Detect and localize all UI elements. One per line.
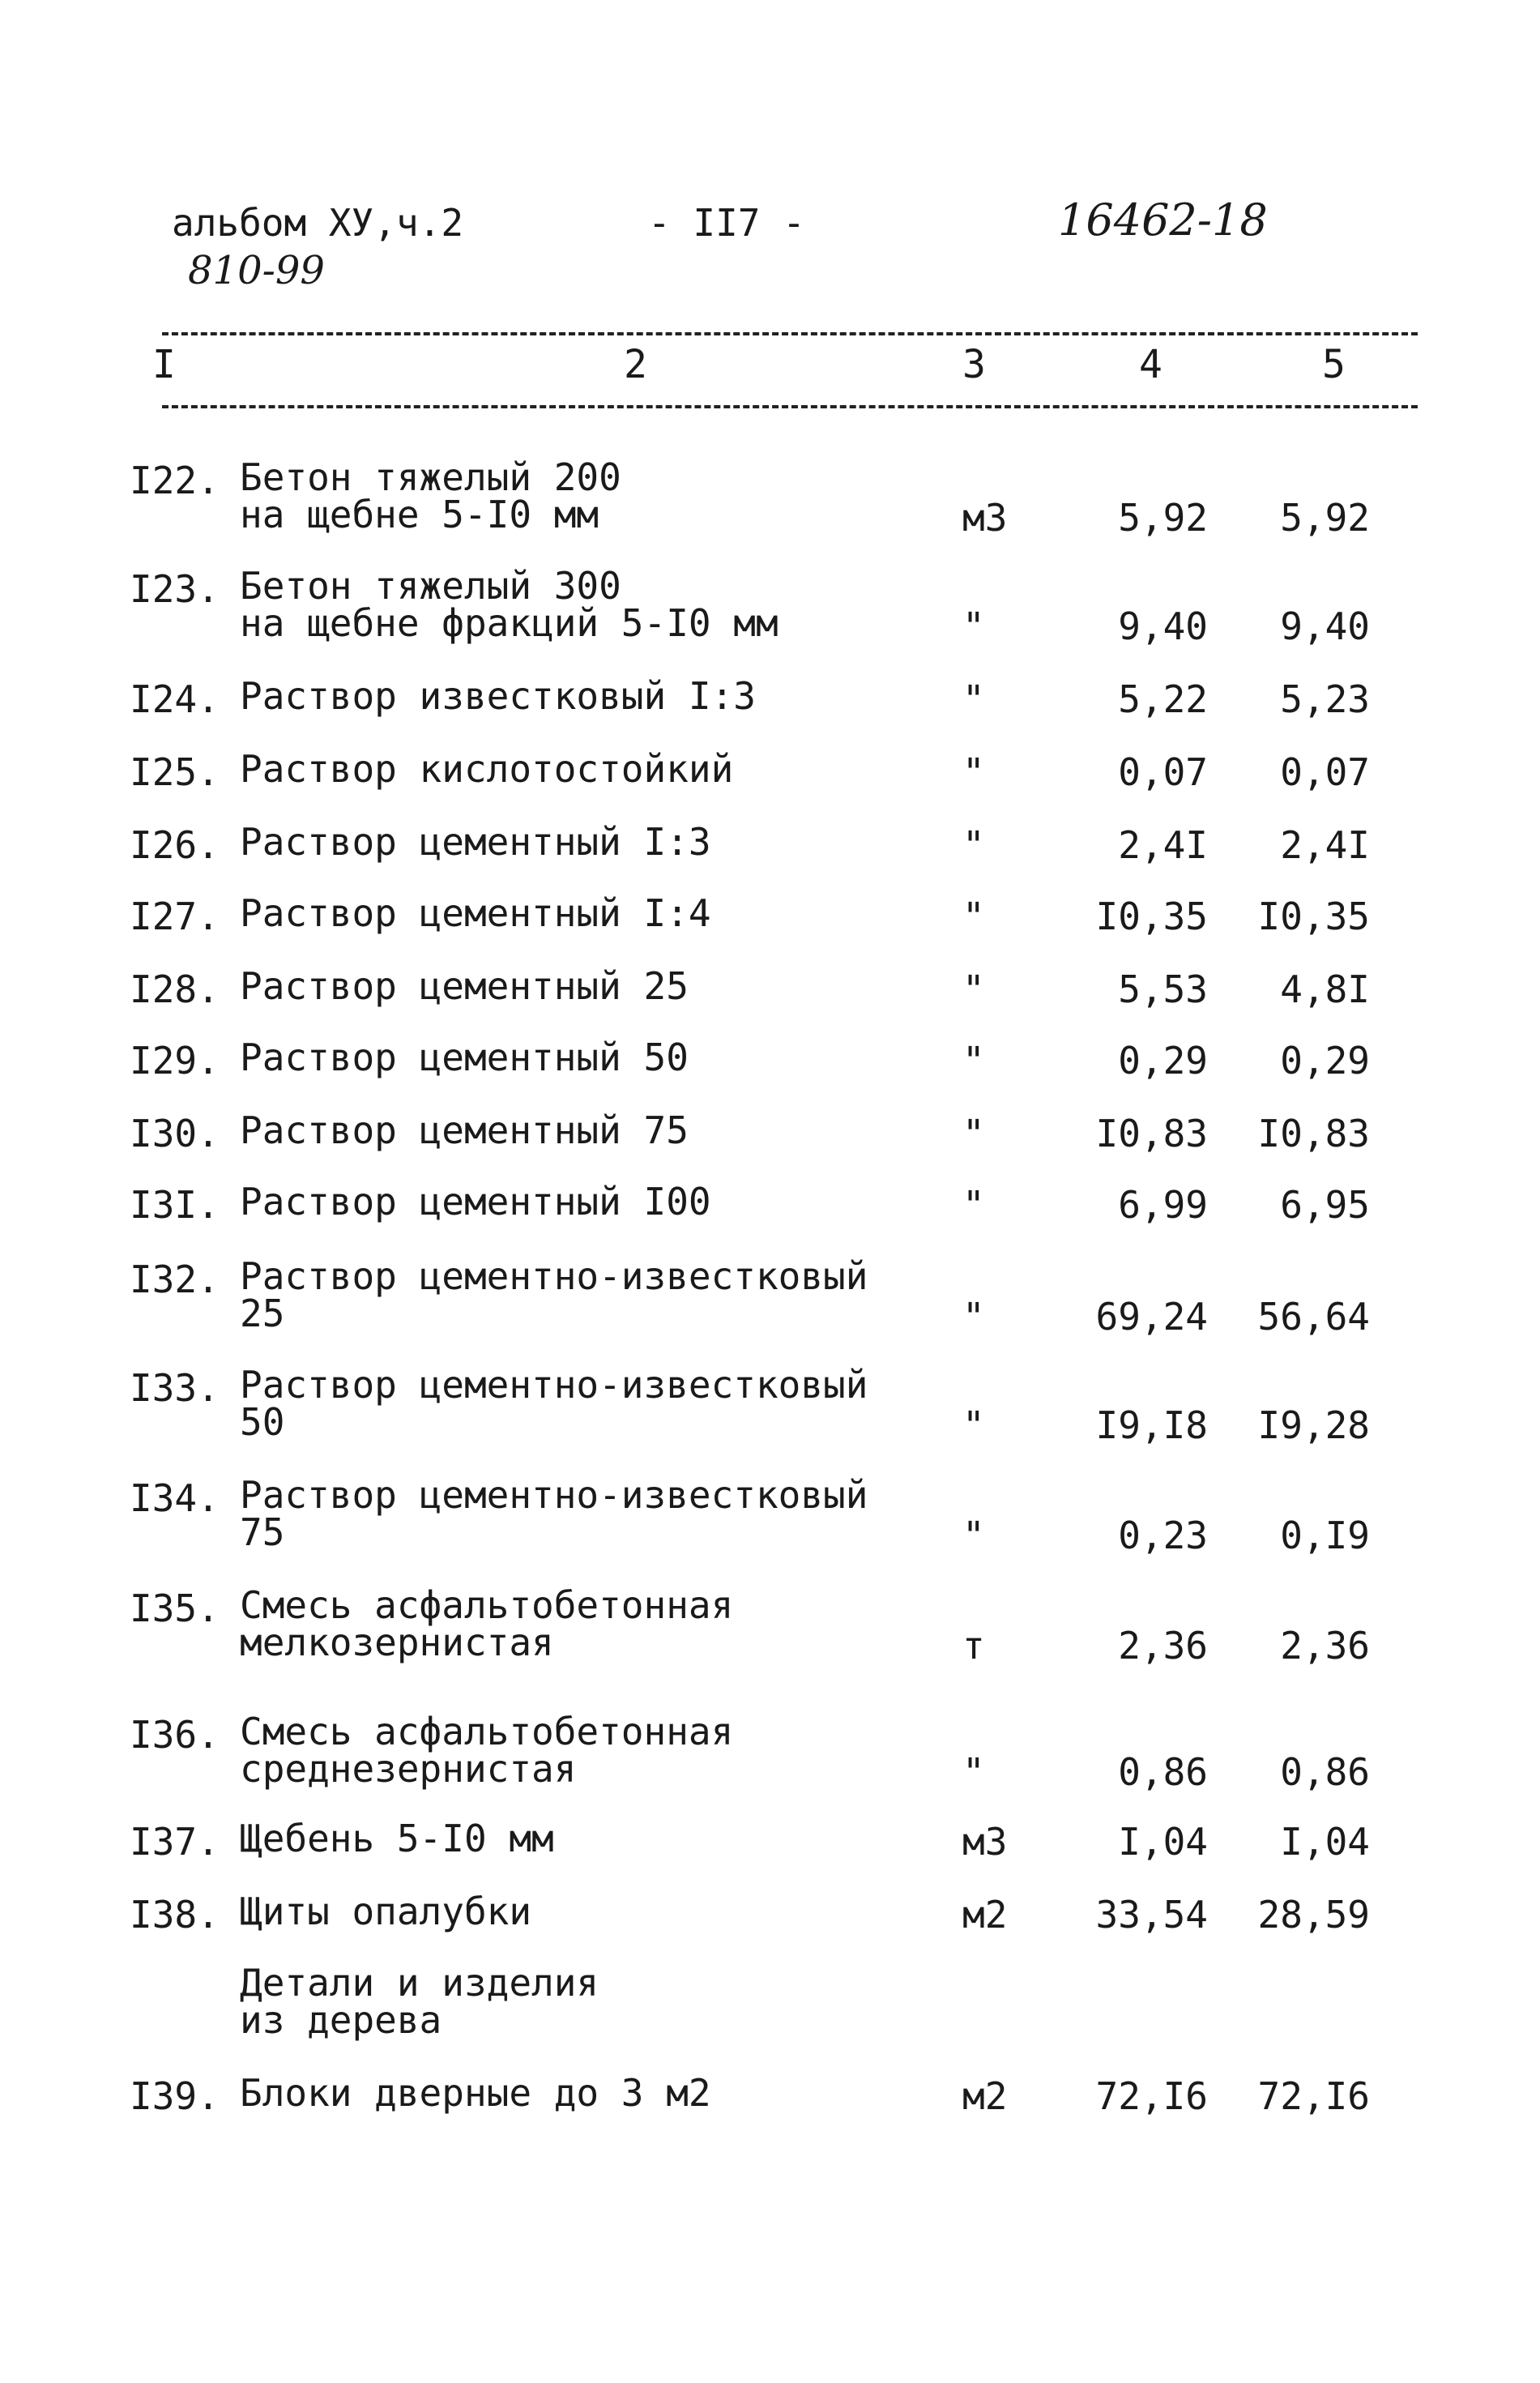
- row-name-line1: Бетон тяжелый 300: [240, 564, 621, 608]
- row-value-4: 5,22: [1118, 677, 1208, 721]
- row-value-4: 33,54: [1095, 1893, 1208, 1937]
- row-unit: м2: [962, 1893, 1008, 1937]
- row-value-4: 6,99: [1118, 1183, 1208, 1227]
- row-unit: ": [962, 967, 985, 1011]
- row-value-5: 0,I9: [1280, 1514, 1370, 1557]
- row-number: I38.: [130, 1893, 220, 1937]
- row-number: I24.: [130, 677, 220, 721]
- row-unit: ": [962, 1295, 985, 1339]
- row-value-5: 72,I6: [1257, 2074, 1370, 2118]
- row-unit: ": [962, 1403, 985, 1447]
- document-code: 16462-18: [1058, 194, 1268, 246]
- row-unit: ": [962, 1112, 985, 1155]
- row-number: I3I.: [130, 1183, 220, 1227]
- column-header-3: 3: [962, 342, 986, 387]
- document-subcode: 810-99: [188, 248, 325, 293]
- row-name-line1: Раствор цементно-известковый: [240, 1363, 868, 1407]
- header-divider-top: [162, 332, 1418, 335]
- row-name: Раствор цементный 25: [240, 964, 689, 1008]
- row-number: I32.: [130, 1258, 220, 1301]
- row-value-4: 0,23: [1118, 1514, 1208, 1557]
- row-unit: ": [962, 1183, 985, 1227]
- row-number: I33.: [130, 1366, 220, 1410]
- row-name: Раствор цементный 75: [240, 1108, 689, 1152]
- row-unit: ": [962, 895, 985, 938]
- row-value-4: 72,I6: [1095, 2074, 1208, 2118]
- row-name: Блоки дверные до 3 м2: [240, 2071, 711, 2115]
- row-value-5: 9,40: [1280, 604, 1370, 648]
- section-heading: [240, 1961, 599, 2042]
- row-value-5: 28,59: [1257, 1893, 1370, 1937]
- row-name-line2: среднезернистая: [240, 1747, 577, 1791]
- row-number: I29.: [130, 1039, 220, 1083]
- row-number: I37.: [130, 1820, 220, 1864]
- row-name: Раствор известковый I:3: [240, 674, 756, 718]
- row-name-line2: на щебне 5-I0 мм: [240, 493, 599, 536]
- row-number: I22.: [130, 459, 220, 502]
- row-value-5: 2,36: [1280, 1624, 1370, 1668]
- row-unit: т: [962, 1624, 985, 1668]
- row-value-5: 4,8I: [1280, 967, 1370, 1011]
- row-value-5: 0,86: [1280, 1750, 1370, 1794]
- row-value-4: 0,86: [1118, 1750, 1208, 1794]
- row-number: I34.: [130, 1476, 220, 1520]
- row-name: Раствор кислотостойкий: [240, 747, 734, 791]
- row-value-5: I0,35: [1257, 895, 1370, 938]
- row-number: I25.: [130, 750, 220, 794]
- column-header-5: 5: [1322, 342, 1346, 387]
- row-value-5: I9,28: [1257, 1403, 1370, 1447]
- row-number: I39.: [130, 2074, 220, 2118]
- row-value-4: 9,40: [1118, 604, 1208, 648]
- row-value-5: 5,23: [1280, 677, 1370, 721]
- row-name-line2: 75: [240, 1510, 285, 1554]
- row-value-4: I9,I8: [1095, 1403, 1208, 1447]
- row-value-5: 56,64: [1257, 1295, 1370, 1339]
- section-heading-line2: из дерева: [240, 1998, 442, 2042]
- row-number: I27.: [130, 895, 220, 938]
- row-unit: ": [962, 677, 985, 721]
- row-number: I35.: [130, 1587, 220, 1630]
- row-value-5: 5,92: [1280, 496, 1370, 540]
- row-number: I30.: [130, 1112, 220, 1155]
- row-unit: ": [962, 1039, 985, 1083]
- page-number: - II7 -: [648, 201, 805, 245]
- row-unit: ": [962, 823, 985, 867]
- row-unit: ": [962, 1750, 985, 1794]
- row-name: Щебень 5-I0 мм: [240, 1817, 554, 1860]
- column-header-2: 2: [624, 342, 647, 387]
- row-name-line2: на щебне фракций 5-I0 мм: [240, 601, 779, 645]
- row-name-line1: Раствор цементно-известковый: [240, 1473, 868, 1517]
- row-value-5: I,04: [1280, 1820, 1370, 1864]
- row-unit: ": [962, 1514, 985, 1557]
- row-value-4: I0,83: [1095, 1112, 1208, 1155]
- row-value-5: I0,83: [1257, 1112, 1370, 1155]
- column-header-1: I: [152, 342, 176, 387]
- row-unit: м2: [962, 2074, 1008, 2118]
- row-name: Раствор цементный I:3: [240, 820, 711, 864]
- row-number: I36.: [130, 1713, 220, 1757]
- row-unit: ": [962, 750, 985, 794]
- row-name: Раствор цементный 50: [240, 1036, 689, 1079]
- column-header-4: 4: [1139, 342, 1162, 387]
- section-heading-line1: Детали и изделия: [240, 1961, 599, 2005]
- row-number: I28.: [130, 967, 220, 1011]
- row-value-4: 5,53: [1118, 967, 1208, 1011]
- row-name-line2: мелкозернистая: [240, 1621, 554, 1664]
- header-divider-bottom: [162, 405, 1418, 408]
- row-value-4: I,04: [1118, 1820, 1208, 1864]
- row-value-4: I0,35: [1095, 895, 1208, 938]
- row-name-line1: Смесь асфальтобетонная: [240, 1710, 734, 1753]
- row-value-4: 0,29: [1118, 1039, 1208, 1083]
- album-label: альбом ХУ,ч.2: [172, 201, 464, 245]
- row-value-5: 0,29: [1280, 1039, 1370, 1083]
- row-value-5: 6,95: [1280, 1183, 1370, 1227]
- row-unit: м3: [962, 496, 1008, 540]
- row-name: Щиты опалубки: [240, 1890, 532, 1933]
- row-value-4: 2,4I: [1118, 823, 1208, 867]
- row-value-4: 5,92: [1118, 496, 1208, 540]
- row-name-line1: Смесь асфальтобетонная: [240, 1583, 734, 1627]
- row-name: Раствор цементный I00: [240, 1180, 711, 1224]
- row-unit: ": [962, 604, 985, 648]
- row-name-line1: Бетон тяжелый 200: [240, 455, 621, 499]
- row-value-5: 0,07: [1280, 750, 1370, 794]
- row-value-4: 2,36: [1118, 1624, 1208, 1668]
- row-name-line2: 50: [240, 1400, 285, 1444]
- row-name: Раствор цементный I:4: [240, 891, 711, 935]
- row-value-5: 2,4I: [1280, 823, 1370, 867]
- row-unit: м3: [962, 1820, 1008, 1864]
- row-name-line1: Раствор цементно-известковый: [240, 1254, 868, 1298]
- row-number: I26.: [130, 823, 220, 867]
- row-name-line2: 25: [240, 1292, 285, 1335]
- row-number: I23.: [130, 567, 220, 611]
- row-value-4: 0,07: [1118, 750, 1208, 794]
- row-value-4: 69,24: [1095, 1295, 1208, 1339]
